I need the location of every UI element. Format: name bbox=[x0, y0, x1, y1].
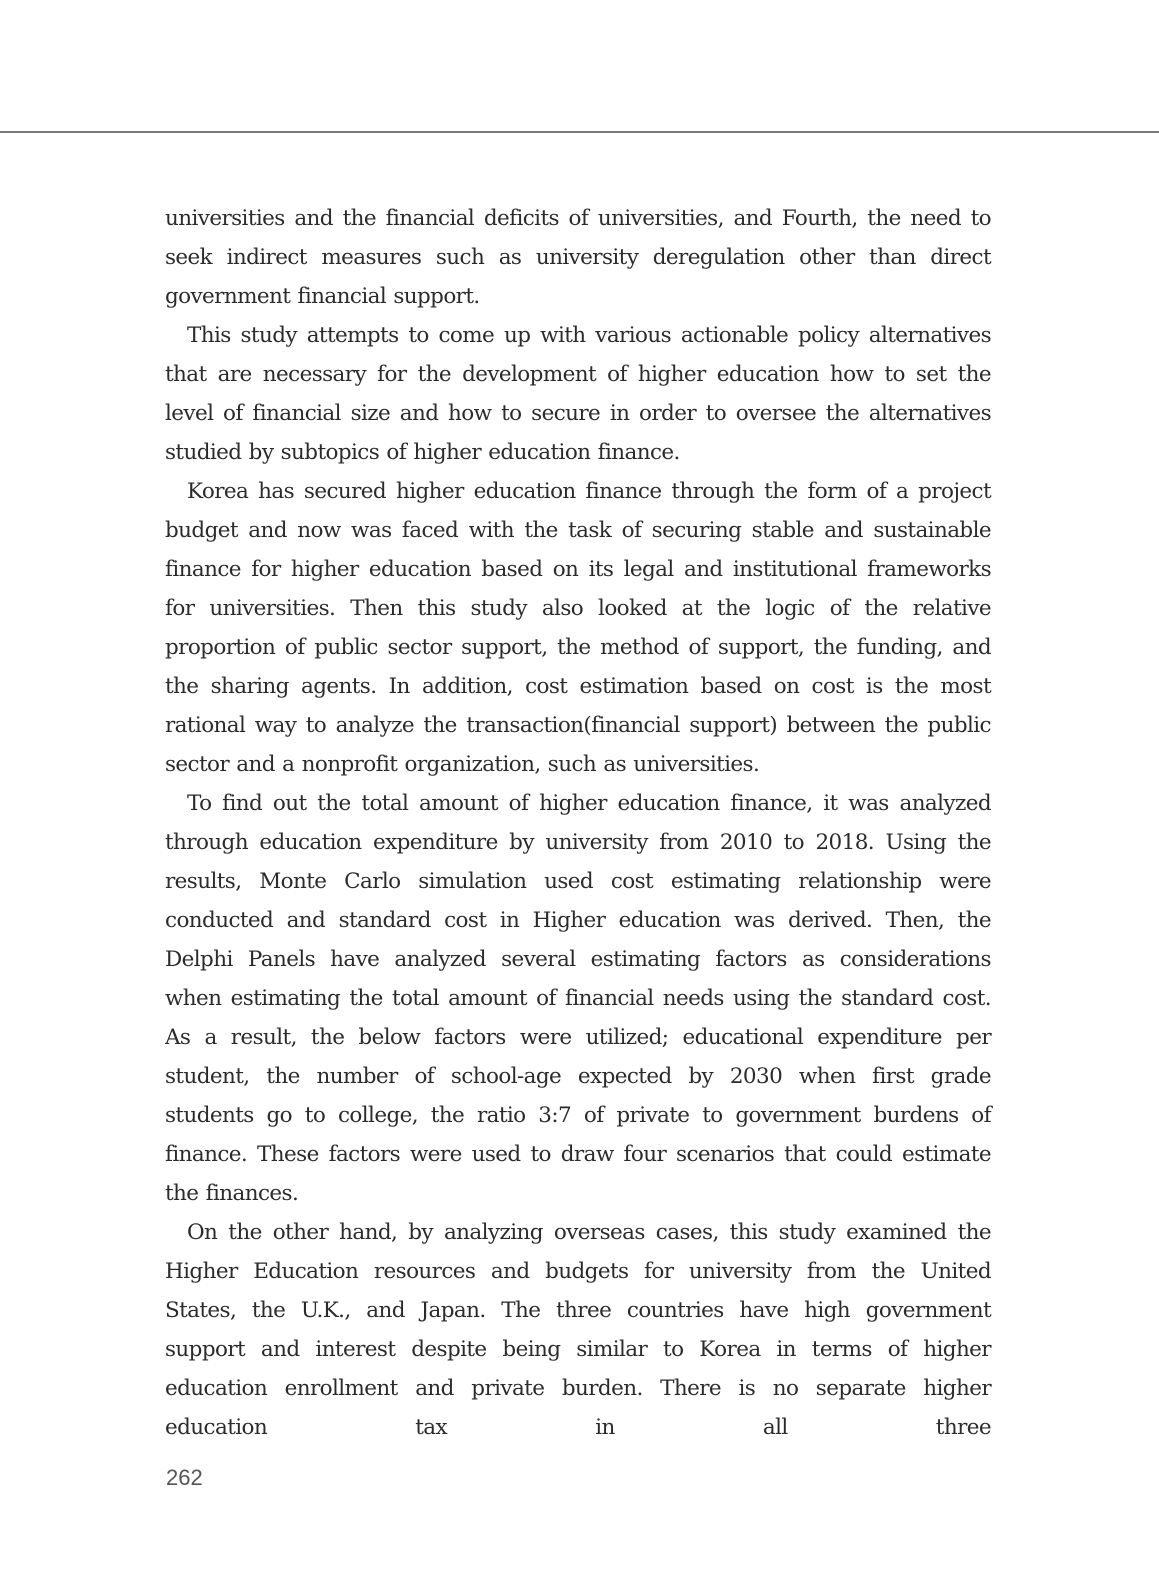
paragraph-total-amount: To find out the total amount of higher education finance, it was analyzed through education expenditure by university from 2010 to 2018. Using the results, Monte Carlo simulation used cost estimating relationship were conducted and standard cost in Higher education was derived. Then, the Delphi Panels have analyzed several estimating factors as considerations when estimating the total amount of financial needs using the standard cost. As a result, the below factors were utilized; educational expenditure per student, the number of school-age expected by 2030 when first grade students go to college, the ratio 3:7 of private to government burdens of finance. These factors were used to draw four scenarios that could estimate the finances. bbox=[165, 791, 991, 1206]
paragraph-policy-alternatives: This study attempts to come up with various actionable policy alternatives that are necessary for the development of higher education how to set the level of financial size and how to secure in order to oversee the alternatives studied by subtopics of higher education finance. bbox=[165, 323, 991, 465]
page-number: 262 bbox=[166, 1465, 203, 1490]
header-rule bbox=[0, 131, 1159, 133]
paragraph-overseas-cases: On the other hand, by analyzing overseas cases, this study examined the Higher Education resources and budgets for university from the United States, the U.K., and Japan. The three countries have high government support and interest despite being similar to Korea in terms of higher education enrollment and private burden. There is no separate higher education tax in all three bbox=[165, 1220, 991, 1440]
paragraph-continued: universities and the financial deficits of universities, and Fourth, the need to seek indirect measures such as university deregulation other than direct government financial support. bbox=[165, 206, 991, 309]
paragraph-korea-finance: Korea has secured higher education finance through the form of a project budget and now was faced with the task of securing stable and sustainable finance for higher education based on its legal and institutional frameworks for universities. Then this study also looked at the logic of the relative proportion of public sector support, the method of support, the funding, and the sharing agents. In addition, cost estimation based on cost is the most rational way to analyze the transaction(financial support) between the public sector and a nonprofit organization, such as universities. bbox=[165, 479, 991, 777]
body-text bbox=[165, 199, 991, 1447]
